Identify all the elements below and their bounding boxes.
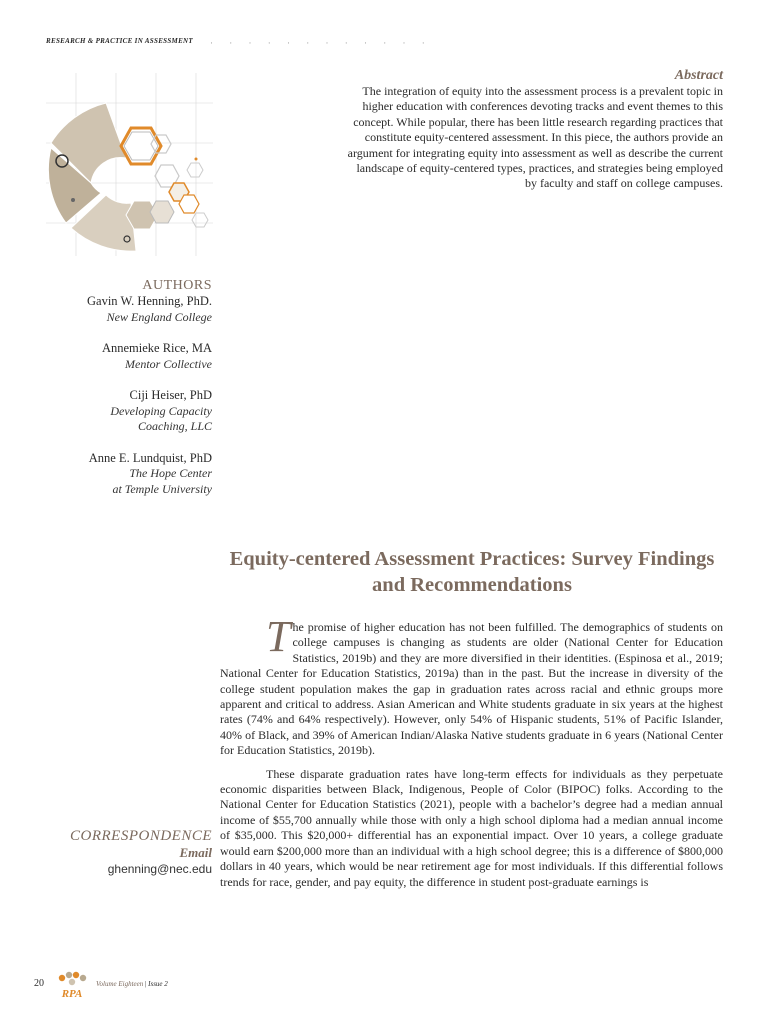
hexagon-graphic bbox=[46, 73, 213, 256]
running-header: RESEARCH & PRACTICE IN ASSESSMENT bbox=[46, 37, 193, 45]
author-entry bbox=[40, 294, 212, 325]
authors-block bbox=[40, 278, 212, 513]
author-entry bbox=[40, 388, 212, 435]
correspondence-block bbox=[40, 828, 212, 877]
footer bbox=[34, 970, 234, 1002]
correspondence-heading: CORRESPONDENCE bbox=[70, 828, 212, 844]
paragraph-text: he promise of higher education has not been fulfilled. The demographics of students on college campuses is changing as students are older (National Center for Education Statistics, 2019b) and they are more diversified in their identities. (Espinosa et al., 2019; National Center for Education Statistics, 2019a) than in the past. But the increase in diversity of the college student population makes the gap in graduation rates across racial and ethnic groups more apparent and critical to address. Asian American and White students graduate in six years at the highest rates (74% and 64% respectively). However, only 54% of Hispanic students, 51% of Pacific Islander, 40% of Black, and 39% of American Indian/Alaska Native students graduate in 6 years (National Center for Education Statistics, 2019b). bbox=[220, 620, 723, 758]
author-name: Ciji Heiser, PhD bbox=[129, 388, 212, 402]
paragraph: These disparate graduation rates have long-term effects for individuals as they perpetuate economic disparities between Black, Indigenous, People of Color (BIPOC) folks. According to the National Center for Education Statistics (2021), people with a bachelor’s degree had a median annual income of $55,700 annually while those with only a high school diploma had a median annual income of $35,000. This $20,000+ differential has an exponential impact. Over 10 years, a college graduate would earn $200,000 more than an individual with a high school degree; this is a difference of $800,000 dollars in 40 years, which would be near retirement age for most individuals. If this differential follows trends for race, gender, and pay equity, the difference in student post-graduate earnings is bbox=[220, 766, 723, 889]
author-name: Anne E. Lundquist, PhD bbox=[88, 450, 212, 465]
logo-text: RPA bbox=[61, 988, 83, 1000]
author-affiliation: Developing Capacity Coaching, LLC bbox=[110, 403, 212, 433]
abstract-heading: Abstract bbox=[674, 68, 723, 83]
article-title: Equity-centered Assessment Practices: Survey Findings and Recommendations bbox=[229, 548, 715, 596]
volume-issue bbox=[96, 980, 168, 988]
authors-heading: AUTHORS bbox=[142, 278, 212, 293]
abstract bbox=[342, 68, 723, 192]
email-link[interactable]: ghenning@nec.edu bbox=[107, 862, 212, 876]
volume-label: Volume Eighteen bbox=[96, 980, 144, 988]
abstract-text: The integration of equity into the assessment process is a prevalent topic in higher education with conferences devoting tracks and event themes to this concept. While popular, there has been little research regarding practices that constitute equity-centered assessment. In this piece, the authors provide an argument for integrating equity into assessment as well as describe the current landscape of equity-centered types, practices, and strategies being employed by faculty and staff on college campuses. bbox=[347, 84, 723, 191]
author-entry bbox=[40, 341, 212, 372]
issue-label: Issue 2 bbox=[148, 980, 168, 988]
author-affiliation: Mentor Collective bbox=[125, 356, 212, 371]
email-label: Email bbox=[179, 845, 212, 860]
author-affiliation: The Hope Center at Temple University bbox=[112, 466, 212, 496]
rpa-logo bbox=[54, 970, 90, 1002]
author-name: Annemieke Rice, MA bbox=[101, 341, 212, 355]
drop-cap: T bbox=[266, 612, 291, 661]
author-name: Gavin W. Henning, PhD. bbox=[87, 294, 212, 308]
article-body bbox=[220, 612, 723, 898]
separator: | bbox=[145, 980, 147, 988]
author-entry bbox=[40, 451, 212, 498]
paragraph bbox=[220, 612, 723, 759]
page-number: 20 bbox=[34, 978, 44, 989]
header-dots: · · · · · · · · · · · · bbox=[210, 38, 432, 48]
author-affiliation: New England College bbox=[106, 309, 212, 324]
